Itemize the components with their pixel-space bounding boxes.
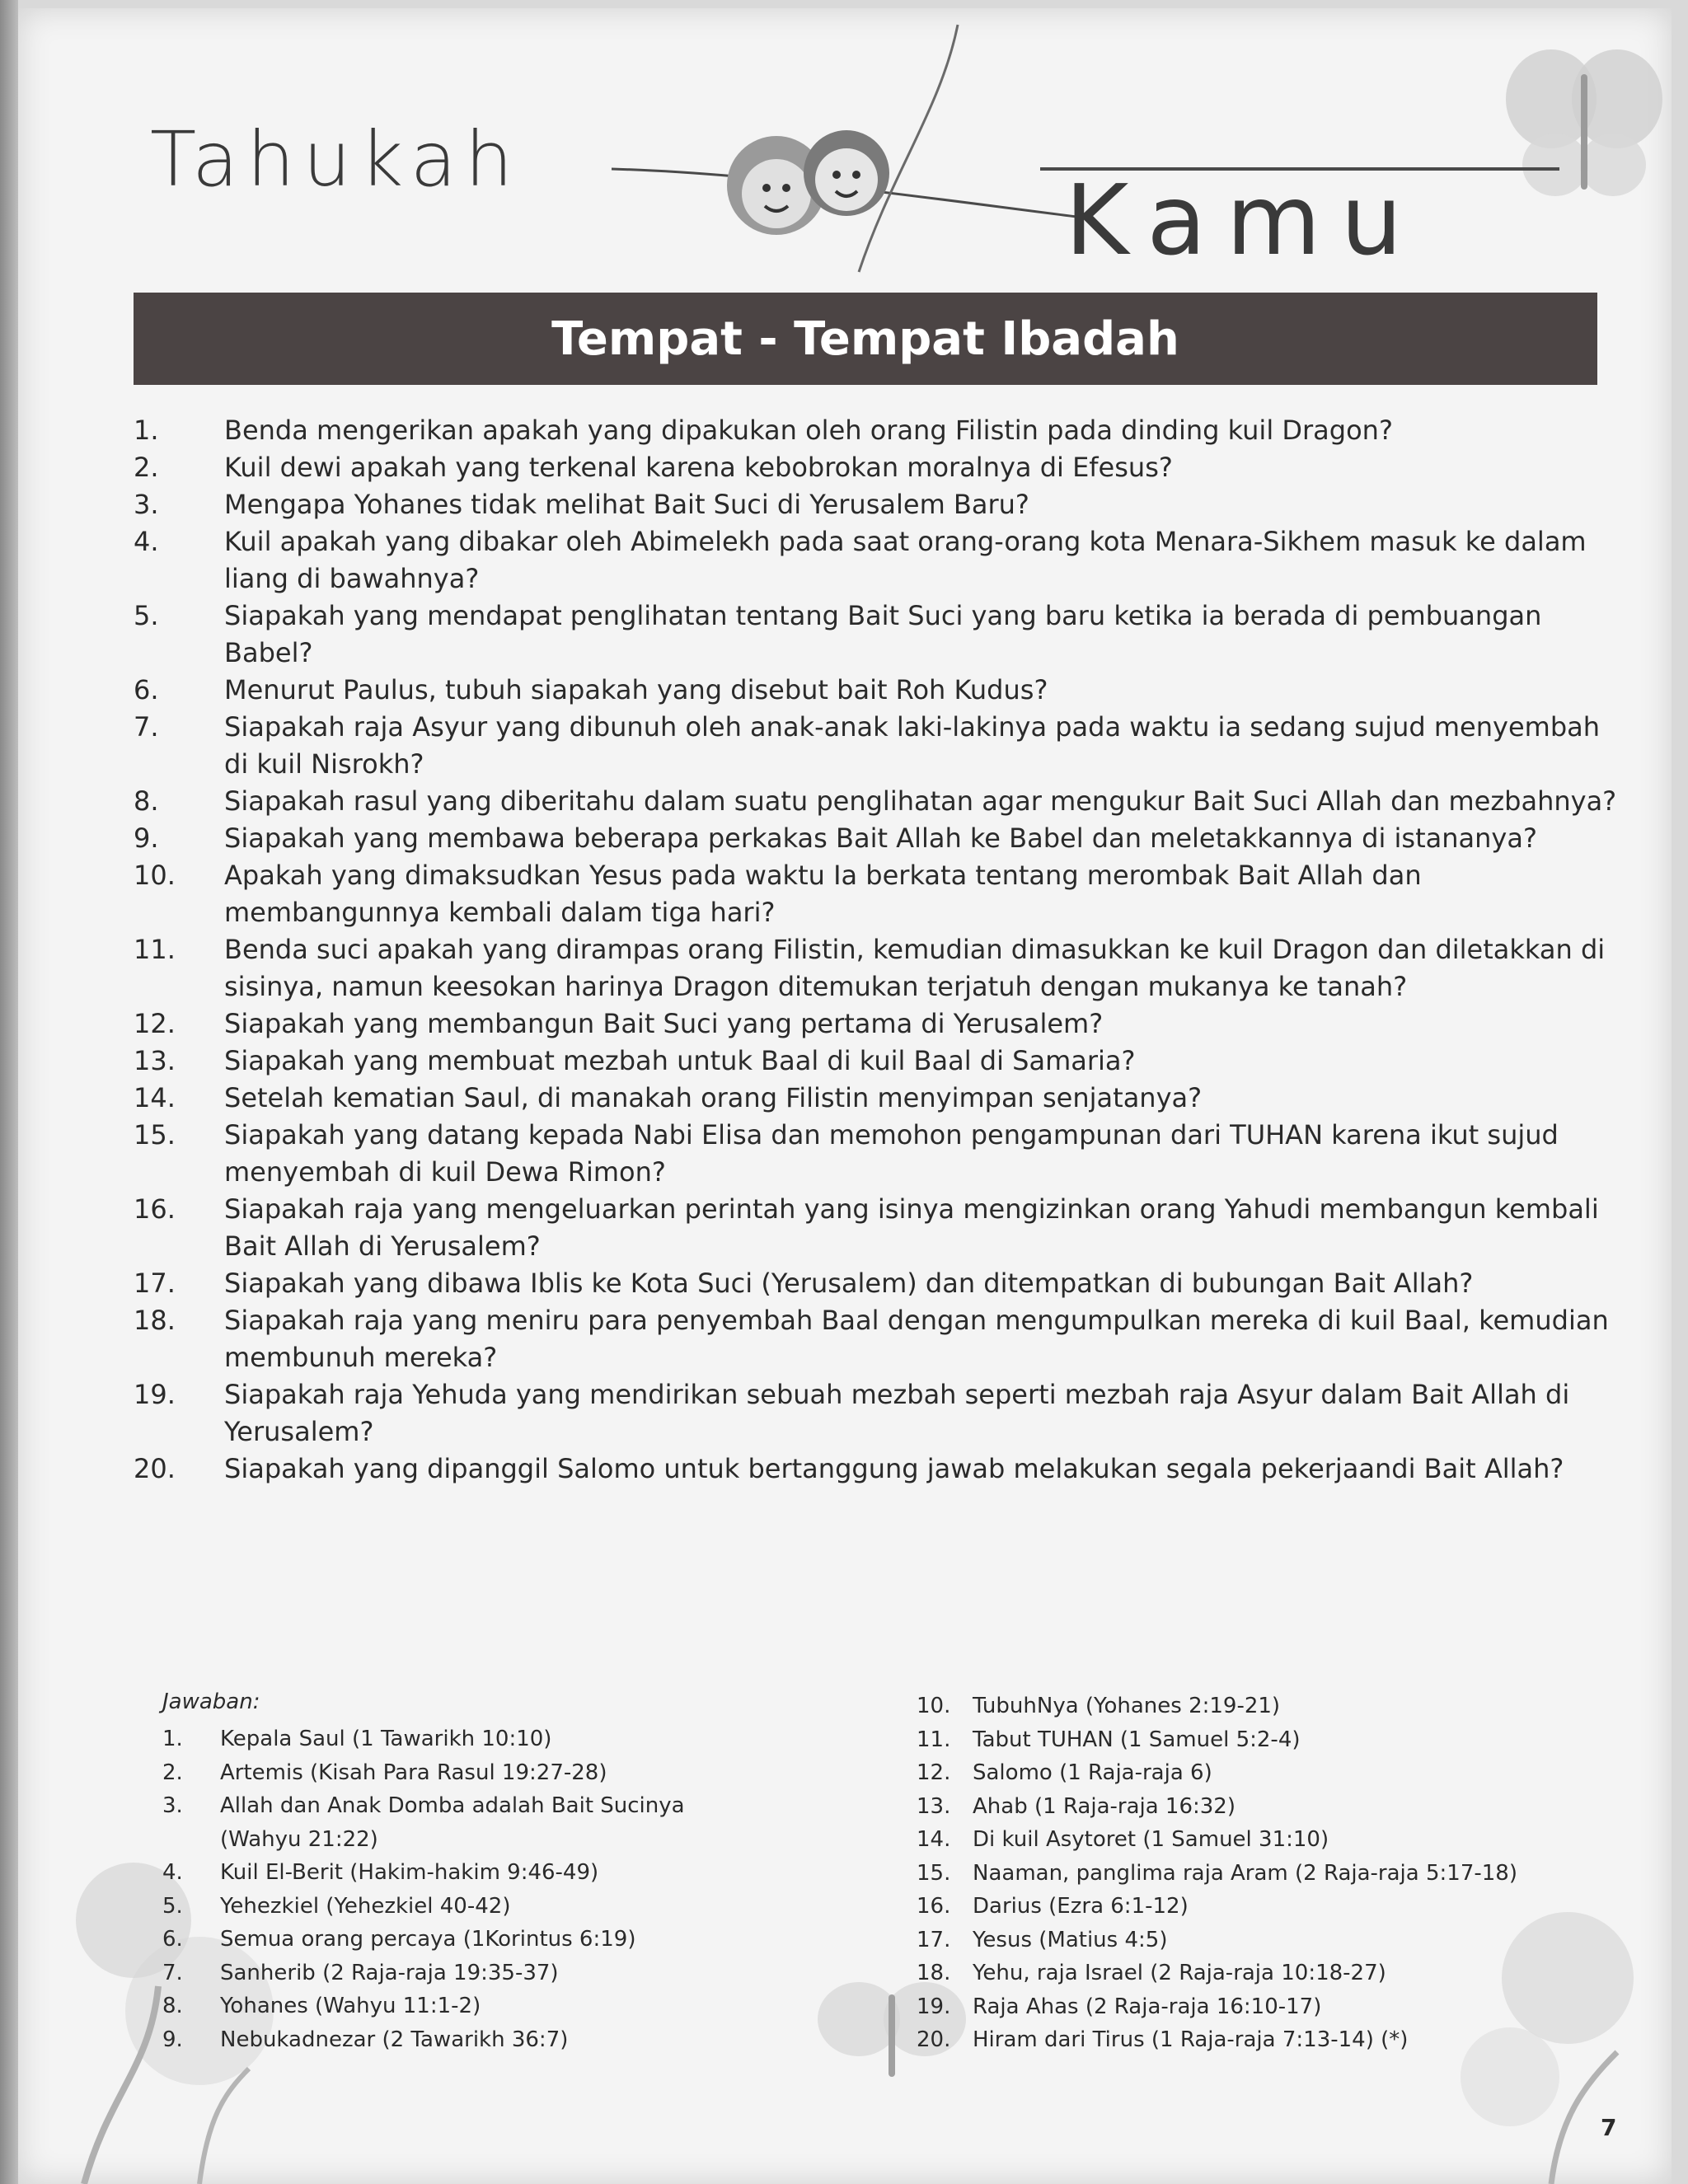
- question-item: [134, 523, 1617, 598]
- answer-number: 13.: [917, 1793, 951, 1819]
- question-item: [134, 1376, 1617, 1451]
- question-item: [134, 412, 1617, 449]
- answer-text: Yohanes (Wahyu 11:1-2): [220, 1994, 481, 2018]
- answer-number: 1.: [162, 1727, 183, 1751]
- answer-item: [162, 1990, 838, 2023]
- question-text: Siapakah yang membuat mezbah untuk Baal di kuil Baal di Samaria?: [224, 1045, 1136, 1076]
- question-text: Siapakah raja yang mengeluarkan perintah yang isinya mengizinkan orang Yahudi membangun kembali Bait Allah di Yerusalem?: [224, 1193, 1599, 1262]
- answer-number: 20.: [917, 2027, 951, 2052]
- answer-text: Salomo (1 Raja-raja 6): [973, 1760, 1212, 1785]
- question-text: Siapakah raja Asyur yang dibunuh oleh anak-anak laki-lakinya pada waktu ia sedang sujud menyembah di kuil Nisrokh?: [224, 711, 1601, 780]
- answer-number: 8.: [162, 1994, 183, 2018]
- question-number: 7.: [134, 711, 159, 743]
- answer-item: [162, 1890, 838, 1924]
- question-item: [134, 1117, 1617, 1191]
- answer-item: [917, 1790, 1625, 1824]
- answer-item: [917, 1957, 1625, 1990]
- kids-cartoon-illustration: [702, 115, 917, 255]
- question-item: [134, 449, 1617, 486]
- answer-text: Naaman, panglima raja Aram (2 Raja-raja 5:17-18): [973, 1860, 1517, 1886]
- page-header: [18, 8, 1672, 288]
- question-list: [134, 412, 1617, 1488]
- answer-text: Semua orang percaya (1Korintus 6:19): [220, 1927, 636, 1952]
- answer-text: Di kuil Asytoret (1 Samuel 31:10): [973, 1827, 1329, 1852]
- answer-number: 16.: [917, 1894, 951, 1919]
- question-item: [134, 1005, 1617, 1043]
- answer-text: TubuhNya (Yohanes 2:19-21): [973, 1694, 1281, 1718]
- section-title: Tempat - Tempat Ibadah: [551, 312, 1179, 366]
- question-item: [134, 709, 1617, 783]
- question-text: Siapakah raja Yehuda yang mendirikan sebuah mezbah seperti mezbah raja Asyur dalam Bait Allah di Yerusalem?: [224, 1379, 1570, 1447]
- question-text: Siapakah rasul yang diberitahu dalam suatu penglihatan agar mengukur Bait Suci Allah dan mezbahnya?: [224, 785, 1617, 817]
- question-item: [134, 1191, 1617, 1265]
- answer-text: Yesus (Matius 4:5): [973, 1927, 1168, 1952]
- question-item: [134, 857, 1617, 931]
- question-number: 19.: [134, 1379, 176, 1410]
- answer-item: [917, 1823, 1625, 1857]
- answer-item: [917, 1723, 1625, 1757]
- question-number: 9.: [134, 823, 159, 854]
- question-item: [134, 598, 1617, 672]
- question-item: [134, 1043, 1617, 1080]
- answer-item: [917, 1990, 1625, 2024]
- question-number: 5.: [134, 600, 159, 631]
- answer-number: 19.: [917, 1994, 951, 2019]
- answer-item: [917, 2023, 1625, 2057]
- answer-item: [917, 1857, 1625, 1891]
- answers-left-column: [162, 1722, 838, 2056]
- answer-item: [917, 1756, 1625, 1790]
- answer-text: Tabut TUHAN (1 Samuel 5:2-4): [973, 1727, 1301, 1752]
- question-item: [134, 1302, 1617, 1376]
- answer-number: 3.: [162, 1793, 183, 1818]
- answer-item: [162, 1923, 838, 1957]
- answer-text: Kuil El-Berit (Hakim-hakim 9:46-49): [220, 1860, 599, 1885]
- question-text: Mengapa Yohanes tidak melihat Bait Suci di Yerusalem Baru?: [224, 489, 1029, 520]
- question-text: Apakah yang dimaksudkan Yesus pada waktu Ia berkata tentang merombak Bait Allah dan membangunnya kembali dalam tiga hari?: [224, 860, 1422, 928]
- question-text: Siapakah yang dipanggil Salomo untuk bertanggung jawab melakukan segala pekerjaandi Bait Allah?: [224, 1453, 1564, 1484]
- question-number: 10.: [134, 860, 176, 891]
- question-number: 16.: [134, 1193, 176, 1225]
- answer-item: [162, 1756, 838, 1790]
- answer-item: [162, 1957, 838, 1990]
- question-item: [134, 783, 1617, 820]
- answer-number: 17.: [917, 1927, 951, 1952]
- answer-number: 7.: [162, 1960, 183, 1985]
- answer-text: Yehezkiel (Yehezkiel 40-42): [220, 1893, 511, 1919]
- answer-number: 9.: [162, 2027, 183, 2052]
- answer-number: 6.: [162, 1927, 183, 1952]
- question-item: [134, 1451, 1617, 1488]
- answer-number: 11.: [917, 1727, 951, 1752]
- answers-label: Jawaban:: [162, 1690, 260, 1714]
- answer-number: 15.: [917, 1860, 951, 1886]
- answer-item: [162, 2023, 838, 2057]
- answer-number: 4.: [162, 1860, 183, 1885]
- question-number: 15.: [134, 1119, 176, 1151]
- answer-text: Ahab (1 Raja-raja 16:32): [973, 1793, 1236, 1819]
- question-number: 17.: [134, 1268, 176, 1299]
- question-number: 2.: [134, 452, 159, 483]
- question-text: Kuil dewi apakah yang terkenal karena kebobrokan moralnya di Efesus?: [224, 452, 1173, 483]
- question-text: Kuil apakah yang dibakar oleh Abimelekh pada saat orang-orang kota Menara-Sikhem masuk ke dalam liang di bawahnya?: [224, 526, 1587, 594]
- question-item: [134, 1080, 1617, 1117]
- question-item: [134, 820, 1617, 857]
- page-left-edge: [0, 0, 18, 2184]
- question-number: 8.: [134, 785, 159, 817]
- question-number: 14.: [134, 1082, 176, 1113]
- page-number: 7: [1601, 2114, 1617, 2141]
- answer-number: 2.: [162, 1760, 183, 1785]
- question-number: 12.: [134, 1008, 176, 1039]
- answer-text: Raja Ahas (2 Raja-raja 16:10-17): [973, 1994, 1322, 2019]
- answer-text: Sanherib (2 Raja-raja 19:35-37): [220, 1960, 559, 1985]
- question-text: Siapakah yang datang kepada Nabi Elisa dan memohon pengampunan dari TUHAN karena ikut sujud menyembah di kuil Dewa Rimon?: [224, 1119, 1559, 1188]
- question-text: Siapakah yang mendapat penglihatan tentang Bait Suci yang baru ketika ia berada di pembuangan Babel?: [224, 600, 1542, 668]
- answer-text: Kepala Saul (1 Tawarikh 10:10): [220, 1727, 552, 1751]
- answer-text: Hiram dari Tirus (1 Raja-raja 7:13-14) (*): [973, 2027, 1409, 2052]
- book-page: [18, 8, 1672, 2184]
- question-text: Siapakah yang dibawa Iblis ke Kota Suci (Yerusalem) dan ditempatkan di bubungan Bait Allah?: [224, 1268, 1474, 1299]
- answer-item: [162, 1789, 838, 1856]
- question-number: 13.: [134, 1045, 176, 1076]
- question-item: [134, 1265, 1617, 1302]
- question-number: 6.: [134, 674, 159, 705]
- answer-number: 10.: [917, 1694, 951, 1718]
- answer-text: Allah dan Anak Domba adalah Bait Sucinya (Wahyu 21:22): [220, 1793, 685, 1852]
- question-text: Siapakah yang membawa beberapa perkakas Bait Allah ke Babel dan meletakkannya di istananya?: [224, 823, 1537, 854]
- answer-item: [162, 1722, 838, 1756]
- question-text: Benda mengerikan apakah yang dipakukan oleh orang Filistin pada dinding kuil Dragon?: [224, 415, 1393, 446]
- question-item: [134, 672, 1617, 709]
- question-item: [134, 486, 1617, 523]
- answer-number: 5.: [162, 1893, 183, 1919]
- answer-text: Nebukadnezar (2 Tawarikh 36:7): [220, 2027, 569, 2052]
- title-tahukah: Tahukah: [150, 115, 522, 204]
- section-banner: [134, 293, 1597, 385]
- question-number: 3.: [134, 489, 159, 520]
- answer-item: [917, 1890, 1625, 1924]
- question-text: Siapakah yang membangun Bait Suci yang pertama di Yerusalem?: [224, 1008, 1104, 1039]
- answer-item: [162, 1856, 838, 1890]
- question-text: Setelah kematian Saul, di manakah orang Filistin menyimpan senjatanya?: [224, 1082, 1203, 1113]
- question-item: [134, 931, 1617, 1005]
- question-number: 18.: [134, 1305, 176, 1336]
- question-number: 1.: [134, 415, 159, 446]
- answer-number: 18.: [917, 1961, 951, 1985]
- question-number: 11.: [134, 934, 176, 965]
- answer-text: Yehu, raja Israel (2 Raja-raja 10:18-27): [973, 1961, 1386, 1985]
- answer-number: 12.: [917, 1760, 951, 1785]
- question-text: Menurut Paulus, tubuh siapakah yang disebut bait Roh Kudus?: [224, 674, 1048, 705]
- question-text: Siapakah raja yang meniru para penyembah Baal dengan mengumpulkan mereka di kuil Baal, kemudian membunuh mereka?: [224, 1305, 1609, 1373]
- question-number: 20.: [134, 1453, 176, 1484]
- answer-text: Darius (Ezra 6:1-12): [973, 1894, 1189, 1919]
- answers-right-column: [917, 1690, 1625, 2057]
- answer-item: [917, 1690, 1625, 1723]
- title-kamu: Kamu: [1065, 163, 1423, 277]
- answer-text: Artemis (Kisah Para Rasul 19:27-28): [220, 1760, 607, 1785]
- question-text: Benda suci apakah yang dirampas orang Filistin, kemudian dimasukkan ke kuil Dragon dan diletakkan di sisinya, namun keesokan harinya Dragon ditemukan terjatuh dengan mukanya ke tanah?: [224, 934, 1606, 1002]
- question-number: 4.: [134, 526, 159, 557]
- answer-number: 14.: [917, 1827, 951, 1852]
- answer-item: [917, 1924, 1625, 1957]
